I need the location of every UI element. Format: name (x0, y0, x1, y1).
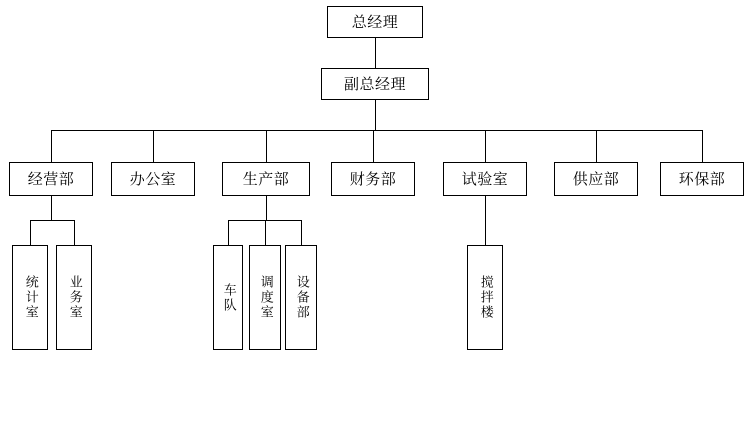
connector-prod-stem (266, 196, 267, 220)
connector-drop-prod (266, 130, 267, 162)
node-dispatch[interactable]: 调度室 (249, 245, 281, 350)
node-fleet[interactable]: 车队 (213, 245, 243, 350)
node-gm[interactable]: 总经理 (327, 6, 423, 38)
connector-dept-bus (51, 130, 702, 131)
connector-vgm-stem (375, 100, 376, 130)
node-business[interactable]: 业务室 (56, 245, 92, 350)
connector-biz-stem (51, 196, 52, 220)
connector-drop-envir (702, 130, 703, 162)
connector-gm-to-vgm (375, 38, 376, 68)
node-stats[interactable]: 统计室 (12, 245, 48, 350)
node-envir[interactable]: 环保部 (660, 162, 744, 196)
node-office[interactable]: 办公室 (111, 162, 195, 196)
connector-drop-office (153, 130, 154, 162)
connector-drop-lab (485, 130, 486, 162)
connector-prod-to-equip (301, 220, 302, 245)
connector-drop-supply (596, 130, 597, 162)
connector-prod-to-fleet (228, 220, 229, 245)
node-prod[interactable]: 生产部 (222, 162, 310, 196)
connector-drop-biz (51, 130, 52, 162)
connector-drop-finance (373, 130, 374, 162)
node-finance[interactable]: 财务部 (331, 162, 415, 196)
node-vgm[interactable]: 副总经理 (321, 68, 429, 100)
node-mixing[interactable]: 搅拌楼 (467, 245, 503, 350)
node-equipment[interactable]: 设备部 (285, 245, 317, 350)
node-lab[interactable]: 试验室 (443, 162, 527, 196)
connector-biz-to-bizroom (74, 220, 75, 245)
node-supply[interactable]: 供应部 (554, 162, 638, 196)
connector-biz-bus (30, 220, 74, 221)
node-biz[interactable]: 经营部 (9, 162, 93, 196)
connector-biz-to-stats (30, 220, 31, 245)
connector-prod-to-disp (265, 220, 266, 245)
connector-lab-to-mixing (485, 196, 486, 245)
